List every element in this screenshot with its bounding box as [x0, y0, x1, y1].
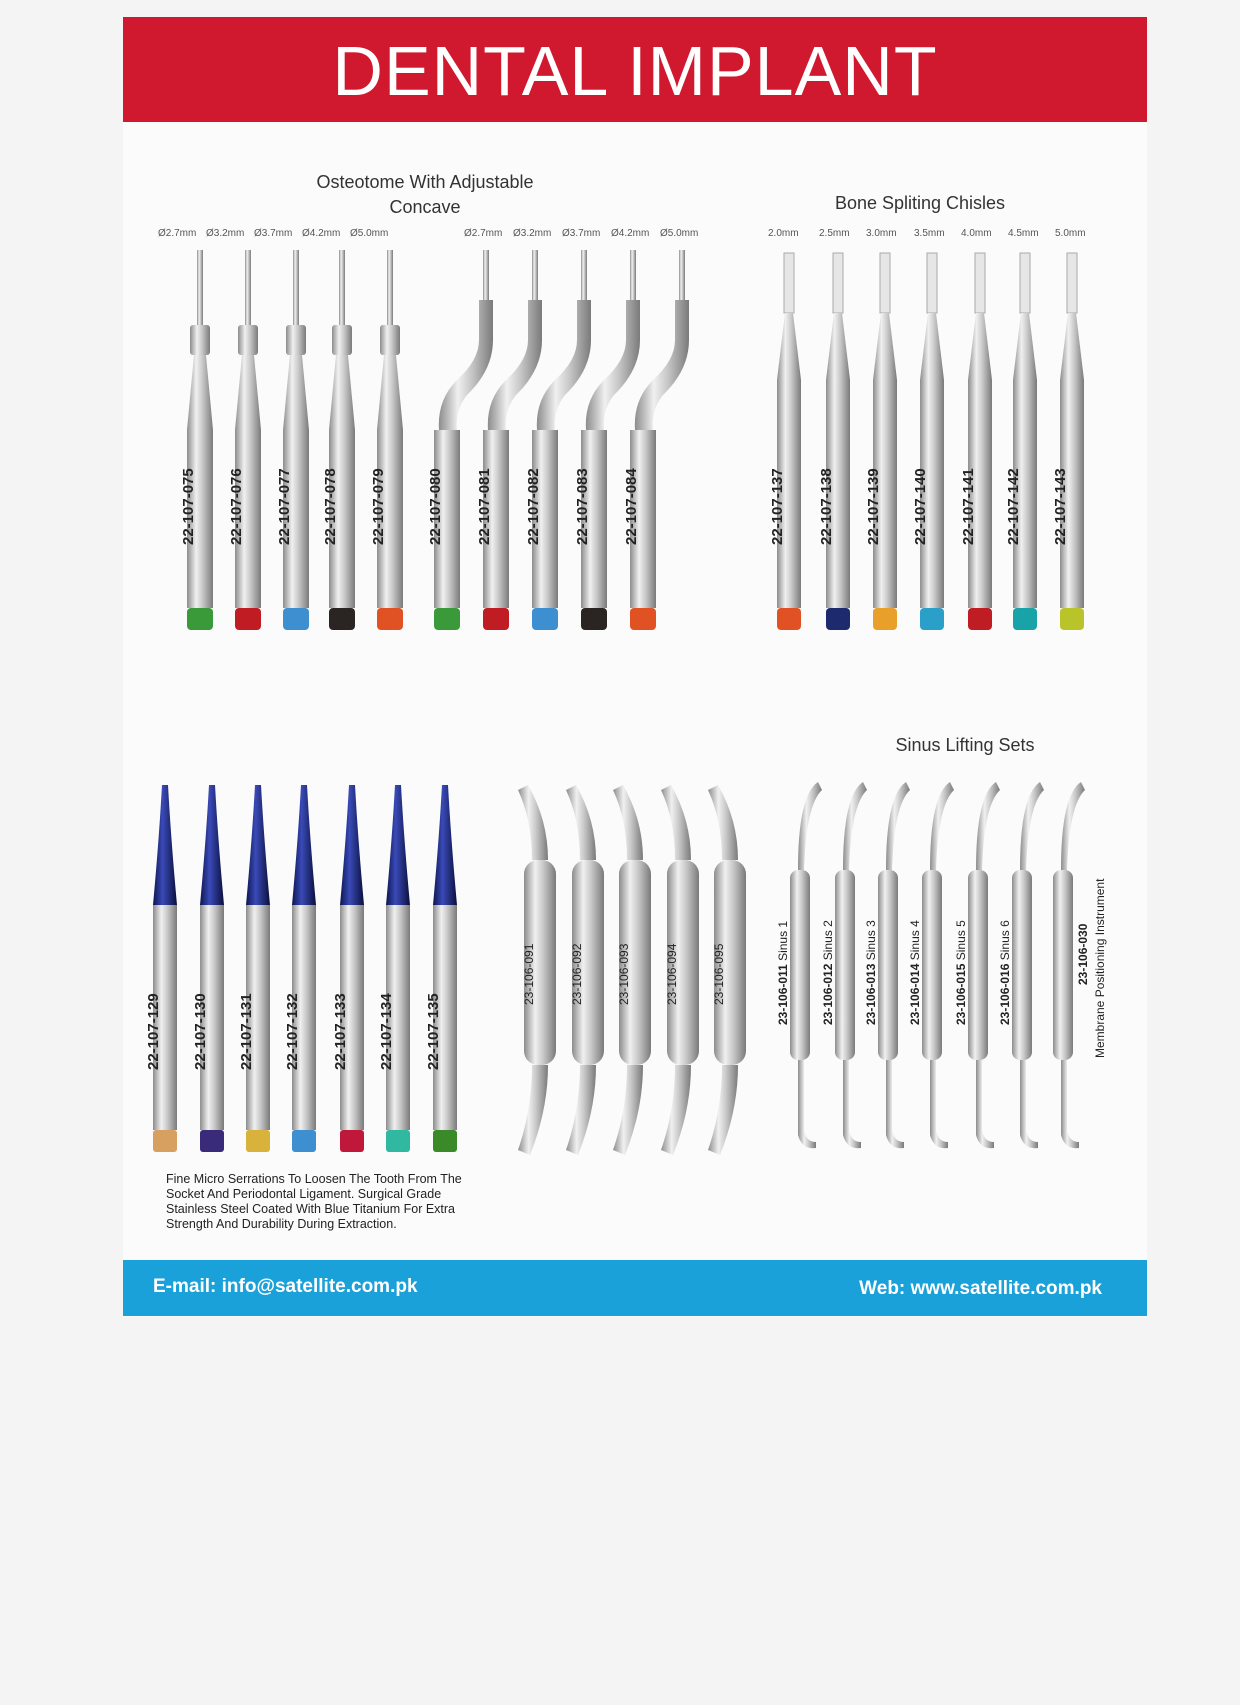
- chisel-color-cap: [826, 608, 850, 630]
- chisel-handle: [826, 313, 850, 608]
- chisel-code: 22-107-143: [1052, 468, 1069, 545]
- sinus-code-number: 23-106-011: [776, 964, 790, 1025]
- size-label: Ø2.7mm: [158, 228, 197, 239]
- size-label: Ø2.7mm: [464, 228, 503, 239]
- osteotome-code: 22-107-084: [623, 468, 640, 545]
- sinus-handle: [922, 870, 942, 1060]
- curette-code: 23-106-091: [522, 943, 536, 1005]
- size-label: 2.0mm: [768, 228, 799, 239]
- elevator-color-cap: [340, 1130, 364, 1152]
- elevator-caption: Fine Micro Serrations To Loosen The Tooth From The Socket And Periodontal Ligament. Surgical Grade Stainless Steel Coated With Blue Titanium For Extra Strength And Durability During Extraction.: [166, 1172, 462, 1231]
- footer-web[interactable]: Web: www.satellite.com.pk: [859, 1278, 1102, 1299]
- elevator-blade: [386, 785, 410, 905]
- elevator-code: 22-107-130: [192, 993, 209, 1070]
- curette-code: 23-106-092: [570, 943, 584, 1005]
- curette-tip-bottom: [518, 1065, 548, 1155]
- chisel-handle: [968, 313, 992, 608]
- curette-tip-top: [613, 785, 643, 860]
- size-label: 4.5mm: [1008, 228, 1039, 239]
- chisel-code: 22-107-140: [912, 468, 929, 545]
- sinus-label: Sinus 1: [776, 920, 790, 965]
- curette-code: 23-106-094: [665, 943, 679, 1005]
- osteotome-curved-shank: [439, 300, 493, 430]
- chisel-handle: [1060, 313, 1084, 608]
- sinus-tip-top: [930, 782, 954, 870]
- chisel-blade: [880, 253, 890, 313]
- osteotome-code: 22-107-079: [370, 468, 387, 545]
- elevator-code: 22-107-132: [284, 993, 301, 1070]
- size-label: Ø4.2mm: [611, 228, 650, 239]
- sinus-tip-top: [976, 782, 1000, 870]
- osteotome-code: 22-107-083: [574, 468, 591, 545]
- curette-tip-top: [661, 785, 691, 860]
- sinus-tip-bottom: [1061, 1060, 1079, 1148]
- osteotome-collar: [238, 325, 258, 355]
- sinus-code: [908, 920, 922, 1025]
- sinus-code-number: 23-106-013: [864, 963, 878, 1025]
- curette-tip-bottom: [661, 1065, 691, 1155]
- membrane-code-number: 23-106-030: [1076, 923, 1090, 985]
- osteotome-tip: [339, 250, 345, 325]
- sinus-tip-top: [843, 782, 867, 870]
- osteotome-color-cap: [434, 608, 460, 630]
- osteotome-tip: [630, 250, 636, 300]
- size-label: Ø3.7mm: [562, 228, 601, 239]
- footer-bar: [123, 1260, 1147, 1316]
- chisel-handle: [920, 313, 944, 608]
- membrane-label: Membrane Positioning Instrument: [1093, 878, 1107, 1058]
- size-label: Ø5.0mm: [350, 228, 389, 239]
- chisel-code: 22-107-141: [960, 468, 977, 545]
- osteotome-code: 22-107-082: [525, 468, 542, 545]
- sinus-label: Sinus 3: [864, 920, 878, 964]
- osteotome-color-cap: [581, 608, 607, 630]
- sinus-handle: [1012, 870, 1032, 1060]
- osteotome-code: 22-107-078: [322, 468, 339, 545]
- sinus-handle: [878, 870, 898, 1060]
- osteotome-color-cap: [235, 608, 261, 630]
- elevator-color-cap: [200, 1130, 224, 1152]
- sinus-tip-bottom: [886, 1060, 904, 1148]
- chisel-handle: [777, 313, 801, 608]
- osteotome-color-cap: [377, 608, 403, 630]
- curette-tip-bottom: [613, 1065, 643, 1155]
- chisel-color-cap: [1060, 608, 1084, 630]
- osteotome-color-cap: [630, 608, 656, 630]
- elevator-color-cap: [246, 1130, 270, 1152]
- chisel-color-cap: [1013, 608, 1037, 630]
- chisel-color-cap: [920, 608, 944, 630]
- elevator-color-cap: [386, 1130, 410, 1152]
- sinus-code: [821, 920, 835, 1025]
- curette-tip-bottom: [566, 1065, 596, 1155]
- curette-tip-top: [566, 785, 596, 860]
- chisel-code: 22-107-142: [1005, 468, 1022, 545]
- curette-tip-top: [518, 785, 548, 860]
- chisel-color-cap: [968, 608, 992, 630]
- elevator-blade: [153, 785, 177, 905]
- chisel-blade: [1020, 253, 1030, 313]
- curette-tip-bottom: [708, 1065, 738, 1155]
- osteotome-title-line1: Osteotome With Adjustable: [316, 172, 534, 192]
- sinus-code-number: 23-106-014: [908, 963, 922, 1025]
- sinus-tip-bottom: [930, 1060, 948, 1148]
- sinus-tip-top: [1020, 782, 1044, 870]
- osteotome-collar: [286, 325, 306, 355]
- sinus-title: Sinus Lifting Sets: [895, 735, 1035, 755]
- sinus-label: Sinus 4: [908, 920, 922, 964]
- elevator-color-cap: [153, 1130, 177, 1152]
- curette-code: 23-106-095: [712, 943, 726, 1005]
- osteotome-color-cap: [483, 608, 509, 630]
- osteotome-code: 22-107-080: [427, 468, 444, 545]
- osteotome-collar: [190, 325, 210, 355]
- elevator-color-cap: [433, 1130, 457, 1152]
- chisel-blade: [1067, 253, 1077, 313]
- chisel-blade: [975, 253, 985, 313]
- osteotome-tip: [679, 250, 685, 300]
- sinus-handle: [1053, 870, 1073, 1060]
- osteotome-tip: [293, 250, 299, 325]
- osteotome-tip: [197, 250, 203, 325]
- chisel-code: 22-107-137: [769, 468, 786, 545]
- chisels-title: Bone Spliting Chisles: [834, 193, 1006, 213]
- size-label: 4.0mm: [961, 228, 992, 239]
- osteotome-color-cap: [329, 608, 355, 630]
- elevator-blade: [200, 785, 224, 905]
- sinus-tip-bottom: [843, 1060, 861, 1148]
- osteotome-curved-shank: [635, 300, 689, 430]
- sinus-tip-top: [1061, 782, 1085, 870]
- curette-code: 23-106-093: [617, 943, 631, 1005]
- osteotome-curved-shank: [488, 300, 542, 430]
- osteotome-curved-shank: [537, 300, 591, 430]
- size-label: Ø4.2mm: [302, 228, 341, 239]
- osteotome-code: 22-107-075: [180, 468, 197, 545]
- osteotome-code: 22-107-077: [276, 468, 293, 545]
- osteotome-collar: [380, 325, 400, 355]
- footer-email[interactable]: E-mail: info@satellite.com.pk: [153, 1276, 418, 1297]
- elevator-blade: [433, 785, 457, 905]
- size-label: 2.5mm: [819, 228, 850, 239]
- elevator-blade: [246, 785, 270, 905]
- osteotome-color-cap: [283, 608, 309, 630]
- sinus-handle: [968, 870, 988, 1060]
- sinus-code: [776, 921, 790, 1025]
- sinus-code-number: 23-106-012: [821, 963, 835, 1025]
- sinus-handle: [790, 870, 810, 1060]
- chisel-handle: [873, 313, 897, 608]
- elevator-blade: [340, 785, 364, 905]
- osteotome-tip: [483, 250, 489, 300]
- osteotome-curved-shank: [586, 300, 640, 430]
- elevator-code: 22-107-135: [425, 993, 442, 1070]
- chisel-code: 22-107-139: [865, 468, 882, 545]
- page-title: DENTAL IMPLANT: [332, 32, 938, 110]
- osteotome-code: 22-107-081: [476, 468, 493, 545]
- chisel-code: 22-107-138: [818, 468, 835, 545]
- size-label: Ø5.0mm: [660, 228, 699, 239]
- sinus-label: Sinus 6: [998, 920, 1012, 964]
- sinus-tip-bottom: [798, 1060, 816, 1148]
- elevator-blade: [292, 785, 316, 905]
- chisel-color-cap: [873, 608, 897, 630]
- elevator-code: 22-107-131: [238, 993, 255, 1070]
- sinus-code: [998, 920, 1012, 1025]
- chisel-blade: [833, 253, 843, 313]
- osteotome-tip: [245, 250, 251, 325]
- sinus-tip-bottom: [1020, 1060, 1038, 1148]
- osteotome-color-cap: [532, 608, 558, 630]
- size-label: 5.0mm: [1055, 228, 1086, 239]
- sinus-code: [954, 920, 968, 1025]
- elevator-code: 22-107-129: [145, 993, 162, 1070]
- elevator-code: 22-107-134: [378, 993, 395, 1070]
- sinus-label: Sinus 5: [954, 920, 968, 964]
- elevator-color-cap: [292, 1130, 316, 1152]
- osteotome-tip: [387, 250, 393, 325]
- osteotome-title-line2: Concave: [389, 197, 461, 217]
- size-label: 3.5mm: [914, 228, 945, 239]
- elevator-code: 22-107-133: [332, 993, 349, 1070]
- sinus-handle: [835, 870, 855, 1060]
- sinus-tip-bottom: [976, 1060, 994, 1148]
- osteotome-tip: [532, 250, 538, 300]
- chisel-handle: [1013, 313, 1037, 608]
- sinus-code-number: 23-106-015: [954, 963, 968, 1025]
- chisel-blade: [927, 253, 937, 313]
- chisel-color-cap: [777, 608, 801, 630]
- sinus-tip-top: [886, 782, 910, 870]
- curette-tip-top: [708, 785, 738, 860]
- membrane-code: [1076, 924, 1090, 985]
- osteotome-color-cap: [187, 608, 213, 630]
- size-label: Ø3.2mm: [206, 228, 245, 239]
- size-label: Ø3.2mm: [513, 228, 552, 239]
- sinus-label: Sinus 2: [821, 920, 835, 964]
- sinus-code-number: 23-106-016: [998, 963, 1012, 1025]
- size-label: Ø3.7mm: [254, 228, 293, 239]
- osteotome-tip: [581, 250, 587, 300]
- sinus-code: [864, 920, 878, 1025]
- sinus-tip-top: [798, 782, 822, 870]
- chisel-blade: [784, 253, 794, 313]
- osteotome-code: 22-107-076: [228, 468, 245, 545]
- size-label: 3.0mm: [866, 228, 897, 239]
- osteotome-collar: [332, 325, 352, 355]
